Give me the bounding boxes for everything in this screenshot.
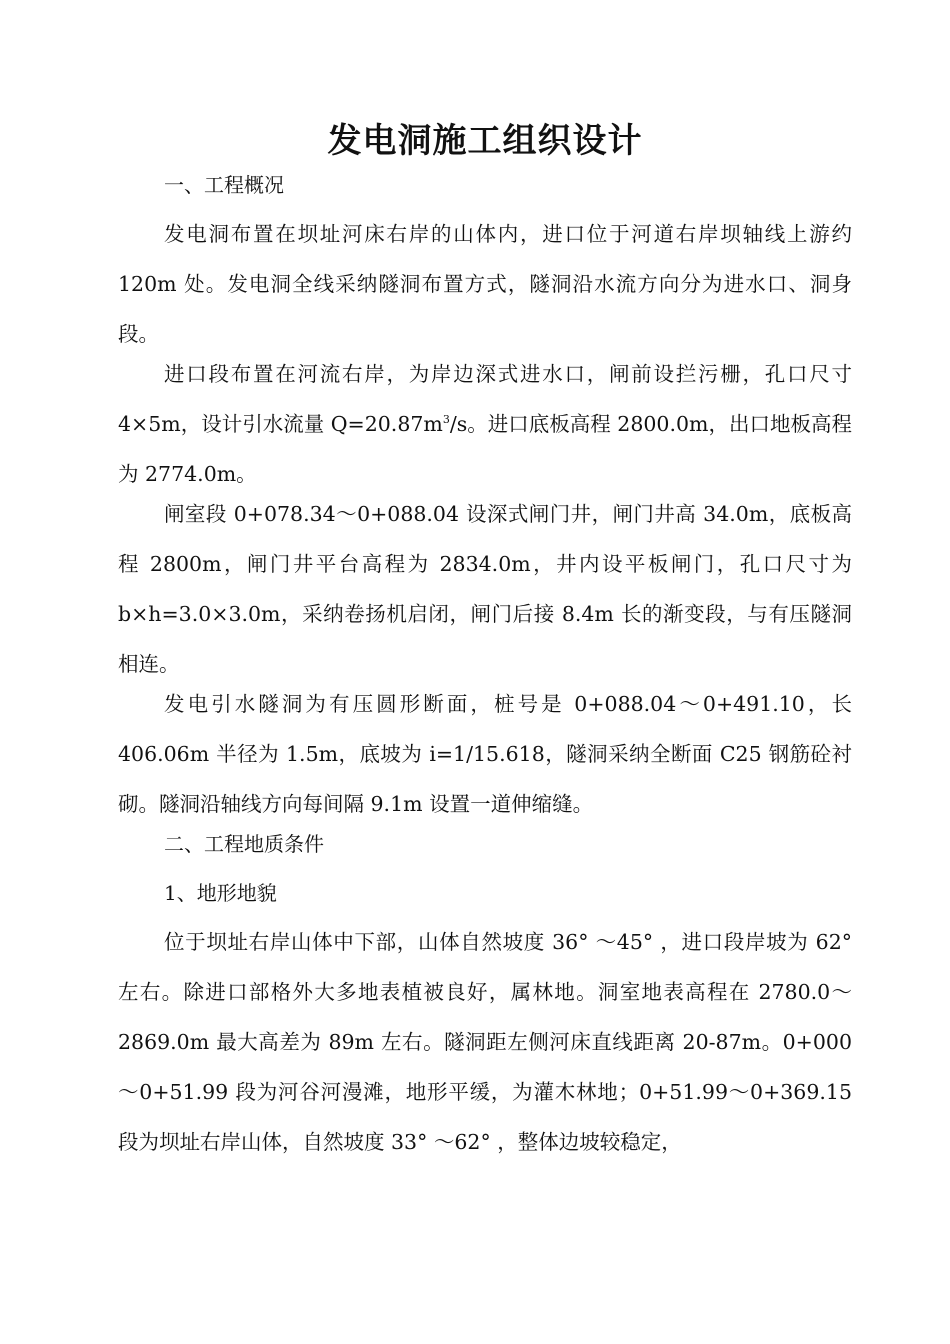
section-heading-geology: 二、工程地质条件 [164,832,324,856]
paragraph-tunnel: 发电引水隧洞为有压圆形断面，桩号是 0+088.04～0+491.10，长 406.06m 半径为 1.5m，底坡为 i=1/15.618，隧洞采纳全断面 C25 钢筋砼衬砌。隧洞沿轴线方向每间隔 9.1m 设置一道伸缩缝。 [118,692,852,816]
section-heading-overview: 一、工程概况 [164,173,284,197]
paragraph-inlet-text: 进口段布置在河流右岸，为岸边深式进水口，闸前设拦污栅，孔口尺寸 4×5m，设计引水流量 $Q=20.87m^3/s$。进口底板高程 2800.0m，出口地板高程为 2774.0m。 [118,362,852,486]
paragraph-gate-chamber: 闸室段 0+078.34～0+088.04 设深式闸门井，闸门井高 34.0m，底板高程 2800m，闸门井平台高程为 2834.0m，井内设平板闸门，孔口尺寸为 b×h=3.0×3.0m，采纳卷扬机启闭，闸门后接 8.4m 长的渐变段，与有压隧洞相连。 [118,502,852,676]
document-body [118,118,852,1167]
document-title: 发电洞施工组织设计 [327,121,643,161]
paragraph-inlet [118,349,852,499]
superscript-three: 3 [442,413,450,427]
paragraph-layout: 发电洞布置在坝址河床右岸的山体内，进口位于河道右岸坝轴线上游约 120m 处。发电洞全线采纳隧洞布置方式，隧洞沿水流方向分为进水口、洞身段。 [118,222,852,346]
paragraph-terrain: 位于坝址右岸山体中下部，山体自然坡度 36° ～45° ，进口段岸坡为 62° 左右。除进口部格外大多地表植被良好，属林地。洞室地表高程在 2780.0～2869.0m 最大高差为 89m 左右。隧洞距左侧河床直线距离 20-87m。0+000～0+51.99 段为河谷河漫滩，地形平缓，为灌木林地；0+51.99～0+369.15 段为坝址右岸山体，自然坡度 33° ～62° ，整体边坡较稳定， [118,930,852,1154]
subsection-heading-terrain: 1、地形地貌 [164,881,277,905]
